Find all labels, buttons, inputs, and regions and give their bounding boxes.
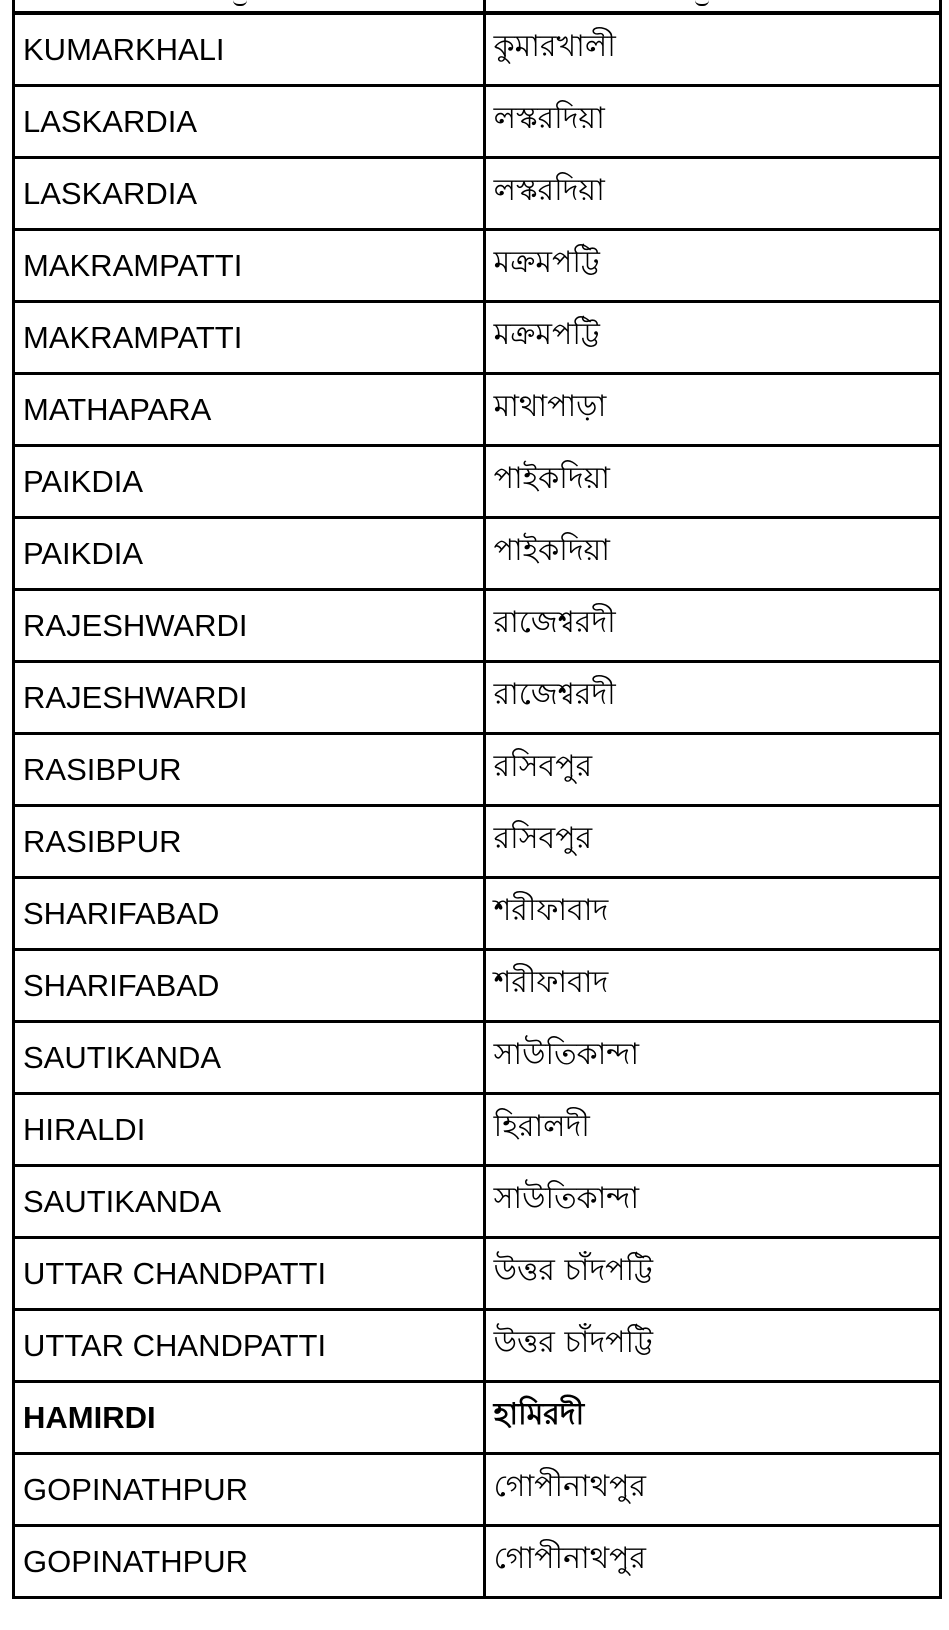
english-name-cell: KUMARKHALI bbox=[14, 14, 485, 86]
table-row bbox=[14, 158, 941, 230]
bengali-name-cell: রাজেশ্বরদী bbox=[484, 662, 940, 734]
table-row bbox=[14, 230, 941, 302]
bengali-name-cell: মক্রমপট্টি bbox=[484, 302, 940, 374]
table-row bbox=[14, 1526, 941, 1598]
bengali-name-cell: শরীফাবাদ bbox=[484, 878, 940, 950]
table-body bbox=[14, 14, 941, 1598]
bengali-name-cell: হামিরদী bbox=[484, 1382, 940, 1454]
english-name-cell: PAIKDIA bbox=[14, 446, 485, 518]
bengali-name-cell: হিরালদী bbox=[484, 1094, 940, 1166]
english-name-cell: SAUTIKANDA bbox=[14, 1022, 485, 1094]
cut-off-glyph-right bbox=[695, 0, 709, 6]
english-name-cell: LASKARDIA bbox=[14, 158, 485, 230]
english-name-cell: MAKRAMPATTI bbox=[14, 230, 485, 302]
english-name-cell: RAJESHWARDI bbox=[14, 662, 485, 734]
table-row bbox=[14, 1454, 941, 1526]
bengali-name-cell: গোপীনাথপুর bbox=[484, 1454, 940, 1526]
bengali-name-cell: পাইকদিয়া bbox=[484, 518, 940, 590]
table-row bbox=[14, 1382, 941, 1454]
english-name-cell: HIRALDI bbox=[14, 1094, 485, 1166]
english-name-cell: GOPINATHPUR bbox=[14, 1526, 485, 1598]
english-name-cell: UTTAR CHANDPATTI bbox=[14, 1238, 485, 1310]
bengali-name-cell: রসিবপুর bbox=[484, 734, 940, 806]
table-row bbox=[14, 1238, 941, 1310]
bengali-name-cell: রসিবপুর bbox=[484, 806, 940, 878]
bengali-name-cell: কুমারখালী bbox=[484, 14, 940, 86]
cut-off-glyph-left bbox=[233, 0, 247, 6]
bengali-name-cell: রাজেশ্বরদী bbox=[484, 590, 940, 662]
table-row bbox=[14, 950, 941, 1022]
table-row bbox=[14, 302, 941, 374]
bengali-name-cell: উত্তর চাঁদপট্টি bbox=[484, 1310, 940, 1382]
english-name-cell: RASIBPUR bbox=[14, 806, 485, 878]
table-row bbox=[14, 1310, 941, 1382]
english-name-cell: UTTAR CHANDPATTI bbox=[14, 1310, 485, 1382]
english-name-cell: PAIKDIA bbox=[14, 518, 485, 590]
table-row bbox=[14, 1022, 941, 1094]
bengali-name-cell: শরীফাবাদ bbox=[484, 950, 940, 1022]
english-name-cell: MATHAPARA bbox=[14, 374, 485, 446]
bengali-name-cell: উত্তর চাঁদপট্টি bbox=[484, 1238, 940, 1310]
bengali-name-cell: লস্করদিয়া bbox=[484, 158, 940, 230]
place-name-table bbox=[12, 12, 942, 1599]
table-row bbox=[14, 590, 941, 662]
english-name-cell: SHARIFABAD bbox=[14, 950, 485, 1022]
bengali-name-cell: সাউতিকান্দা bbox=[484, 1166, 940, 1238]
table-row bbox=[14, 14, 941, 86]
bengali-name-cell: সাউতিকান্দা bbox=[484, 1022, 940, 1094]
table-row bbox=[14, 446, 941, 518]
table-row bbox=[14, 518, 941, 590]
bengali-name-cell: লস্করদিয়া bbox=[484, 86, 940, 158]
english-name-cell: MAKRAMPATTI bbox=[14, 302, 485, 374]
english-name-cell: GOPINATHPUR bbox=[14, 1454, 485, 1526]
table-row bbox=[14, 662, 941, 734]
english-name-cell: HAMIRDI bbox=[14, 1382, 485, 1454]
bengali-name-cell: মাথাপাড়া bbox=[484, 374, 940, 446]
table-row bbox=[14, 806, 941, 878]
table-row bbox=[14, 878, 941, 950]
english-name-cell: RASIBPUR bbox=[14, 734, 485, 806]
table-row bbox=[14, 374, 941, 446]
table-row bbox=[14, 1094, 941, 1166]
table-row bbox=[14, 734, 941, 806]
table-row bbox=[14, 86, 941, 158]
bengali-name-cell: গোপীনাথপুর bbox=[484, 1526, 940, 1598]
table-row bbox=[14, 1166, 941, 1238]
english-name-cell: LASKARDIA bbox=[14, 86, 485, 158]
bengali-name-cell: মক্রমপট্টি bbox=[484, 230, 940, 302]
english-name-cell: SAUTIKANDA bbox=[14, 1166, 485, 1238]
english-name-cell: SHARIFABAD bbox=[14, 878, 485, 950]
english-name-cell: RAJESHWARDI bbox=[14, 590, 485, 662]
bengali-name-cell: পাইকদিয়া bbox=[484, 446, 940, 518]
